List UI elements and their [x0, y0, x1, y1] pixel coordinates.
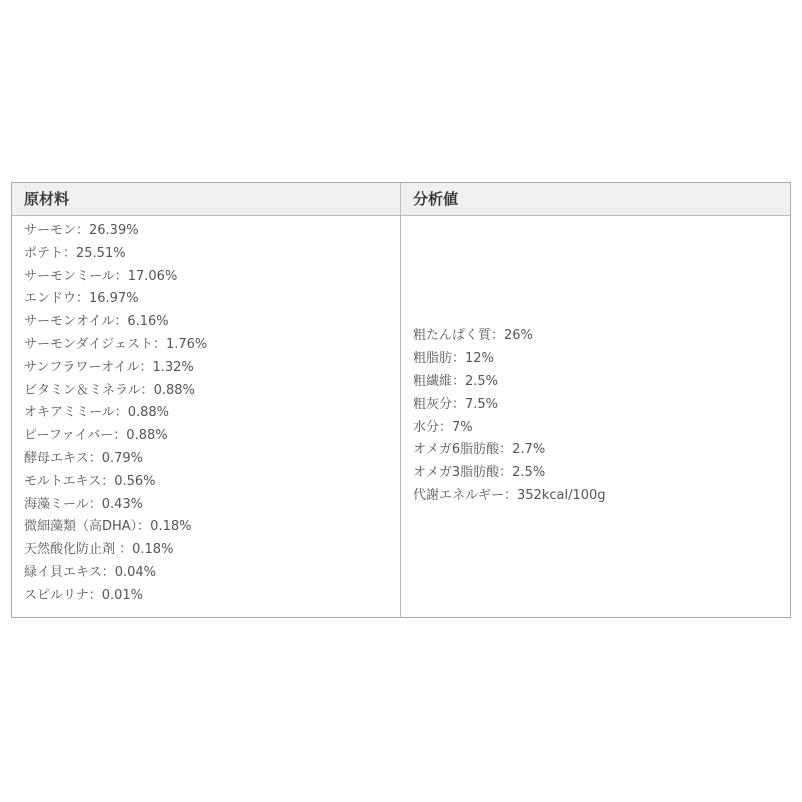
- ingredient-item: サーモンオイル：6.16%: [24, 314, 169, 330]
- ingredient-item: エンドウ：16.97%: [24, 291, 139, 307]
- ingredient-item: 酵母エキス：0.79%: [24, 450, 144, 466]
- ingredient-item: ビタミン＆ミネラル：0.88%: [24, 382, 195, 398]
- ingredient-item: サンフラワーオイル：1.32%: [24, 359, 194, 375]
- analysis-item: 粗たんぱく質：26%: [413, 328, 533, 344]
- ingredient-item: ピーファイバー：0.88%: [24, 428, 168, 444]
- analysis-item: オメガ6脂肪酸：2.7%: [413, 442, 546, 458]
- ingredient-item: オキアミミール：0.88%: [24, 405, 170, 421]
- analysis-item: 粗脂肪：12%: [413, 351, 494, 367]
- ingredients-list: [12, 216, 401, 617]
- ingredient-item: 海藻ミール：0.43%: [24, 496, 144, 512]
- ingredient-item: 緑イ貝エキス：0.04%: [24, 564, 157, 580]
- ingredient-item: 微細藻類（高DHA）：0.18%: [24, 519, 192, 535]
- ingredient-item: スピルリナ：0.01%: [24, 587, 144, 603]
- ingredient-item: サーモンダイジェスト：1.76%: [24, 336, 208, 352]
- ingredient-item: モルトエキス：0.56%: [24, 473, 156, 489]
- ingredients-header: 原材料: [12, 183, 401, 216]
- analysis-item: 粗繊維：2.5%: [413, 373, 499, 389]
- ingredient-item: ポテト：25.51%: [24, 245, 126, 261]
- nutrition-spec-table: [11, 182, 791, 618]
- ingredient-item: 天然酸化防止剤 ：0.18%: [24, 542, 174, 558]
- analysis-header: 分析値: [401, 183, 790, 216]
- analysis-item: オメガ3脂肪酸：2.5%: [413, 465, 546, 481]
- ingredient-item: サーモンミール：17.06%: [24, 268, 178, 284]
- analysis-item: 水分：7%: [413, 419, 473, 435]
- analysis-item: 代謝エネルギー：352kcal/100g: [413, 487, 606, 503]
- analysis-list: [401, 216, 790, 617]
- analysis-item: 粗灰分：7.5%: [413, 396, 499, 412]
- ingredient-item: サーモン：26.39%: [24, 223, 139, 238]
